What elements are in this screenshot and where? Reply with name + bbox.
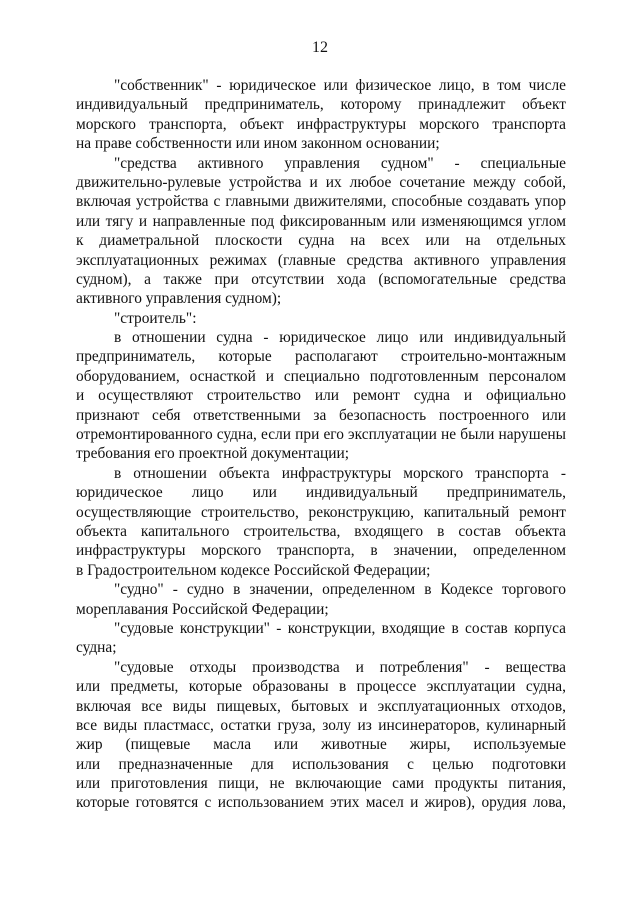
text-line: "собственник" - юридическое или физическое лицо, в том числе xyxy=(114,77,566,94)
text-line: все виды пластмасс, остатки груза, золу из инсинераторов, кулинарный xyxy=(76,716,566,734)
definition-paragraph-builder-ship xyxy=(76,328,566,464)
text-line: требования его проектной документации; xyxy=(76,445,350,463)
text-line: и осуществляют строительство или ремонт судна и официально xyxy=(76,387,566,405)
text-line: или приготовления пищи, не включающие сами продукты питания, xyxy=(76,775,566,793)
text-line: оборудованием, оснасткой и специально подготовленным персоналом xyxy=(76,367,566,385)
definition-paragraph-ship xyxy=(76,580,566,619)
text-line: в отношении судна - юридическое лицо или индивидуальный xyxy=(114,329,566,347)
text-line: предприниматель, которые располагают строительно-монтажным xyxy=(76,348,566,366)
text-line: "судовые отходы производства и потребления" - вещества xyxy=(114,658,566,676)
definition-paragraph-builder-infrastructure xyxy=(76,464,566,580)
text-line: мореплавания Российской Федерации; xyxy=(76,600,329,618)
text-line: "строитель": xyxy=(114,309,197,327)
text-line: морского транспорта, объект инфраструктуры морского транспорта xyxy=(76,115,566,133)
page-number: 12 xyxy=(312,39,328,56)
text-line: в Градостроительном кодексе Российской Федерации; xyxy=(76,561,431,579)
definition-paragraph-ship-waste xyxy=(76,658,566,813)
document-body xyxy=(76,76,566,813)
definition-paragraph-active-control xyxy=(76,154,566,309)
text-line: в отношении объекта инфраструктуры морского транспорта - xyxy=(114,464,566,482)
text-line: "средства активного управления судном" - специальные xyxy=(114,154,566,172)
text-line: на праве собственности или ином законном основании; xyxy=(76,135,440,153)
text-line: или предметы, которые образованы в процессе эксплуатации судна, xyxy=(76,678,566,696)
text-line: жир (пищевые масла или животные жиры, используемые xyxy=(76,736,566,754)
definition-paragraph-ship-structures xyxy=(76,619,566,658)
text-line: индивидуальный предприниматель, которому принадлежит объект xyxy=(76,96,566,114)
text-line: осуществляющие строительство, реконструкцию, капитальный ремонт xyxy=(76,503,566,521)
text-line: или предназначенные для использования с целью подготовки xyxy=(76,755,566,773)
text-line: юридическое лицо или индивидуальный предприниматель, xyxy=(76,484,566,502)
text-line: "судовые конструкции" - конструкции, входящие в состав корпуса xyxy=(114,619,566,637)
text-line: которые готовятся с использованием этих масел и жиров), орудия лова, xyxy=(76,794,566,812)
text-line: судна; xyxy=(76,639,117,657)
text-line: "судно" - судно в значении, определенном в Кодексе торгового xyxy=(114,581,566,599)
text-line: или тягу и направленные под фиксированным или изменяющимся углом xyxy=(76,212,566,230)
text-line: включая устройства с главными движителями, способные создавать упор xyxy=(76,193,566,211)
definition-paragraph-owner xyxy=(76,76,566,154)
text-line: признают себя ответственными за безопасность построенного или xyxy=(76,406,566,424)
text-line: отремонтированного судна, если при его эксплуатации не были нарушены xyxy=(76,426,566,444)
definition-paragraph-builder xyxy=(76,309,566,328)
text-line: к диаметральной плоскости судна на всех или на отдельных xyxy=(76,232,566,250)
text-line: движительно-рулевые устройства и их любое сочетание между собой, xyxy=(76,173,566,191)
text-line: включая все виды пищевых, бытовых и эксплуатационных отходов, xyxy=(76,697,566,715)
text-line: инфраструктуры морского транспорта, в значении, определенном xyxy=(76,542,566,560)
text-line: объекта капитального строительства, входящего в состав объекта xyxy=(76,522,566,540)
text-line: судном), а также при отсутствии хода (вспомогательные средства xyxy=(76,270,566,288)
text-line: эксплуатационных режимах (главные средства активного управления xyxy=(76,251,566,269)
text-line: активного управления судном); xyxy=(76,290,282,308)
